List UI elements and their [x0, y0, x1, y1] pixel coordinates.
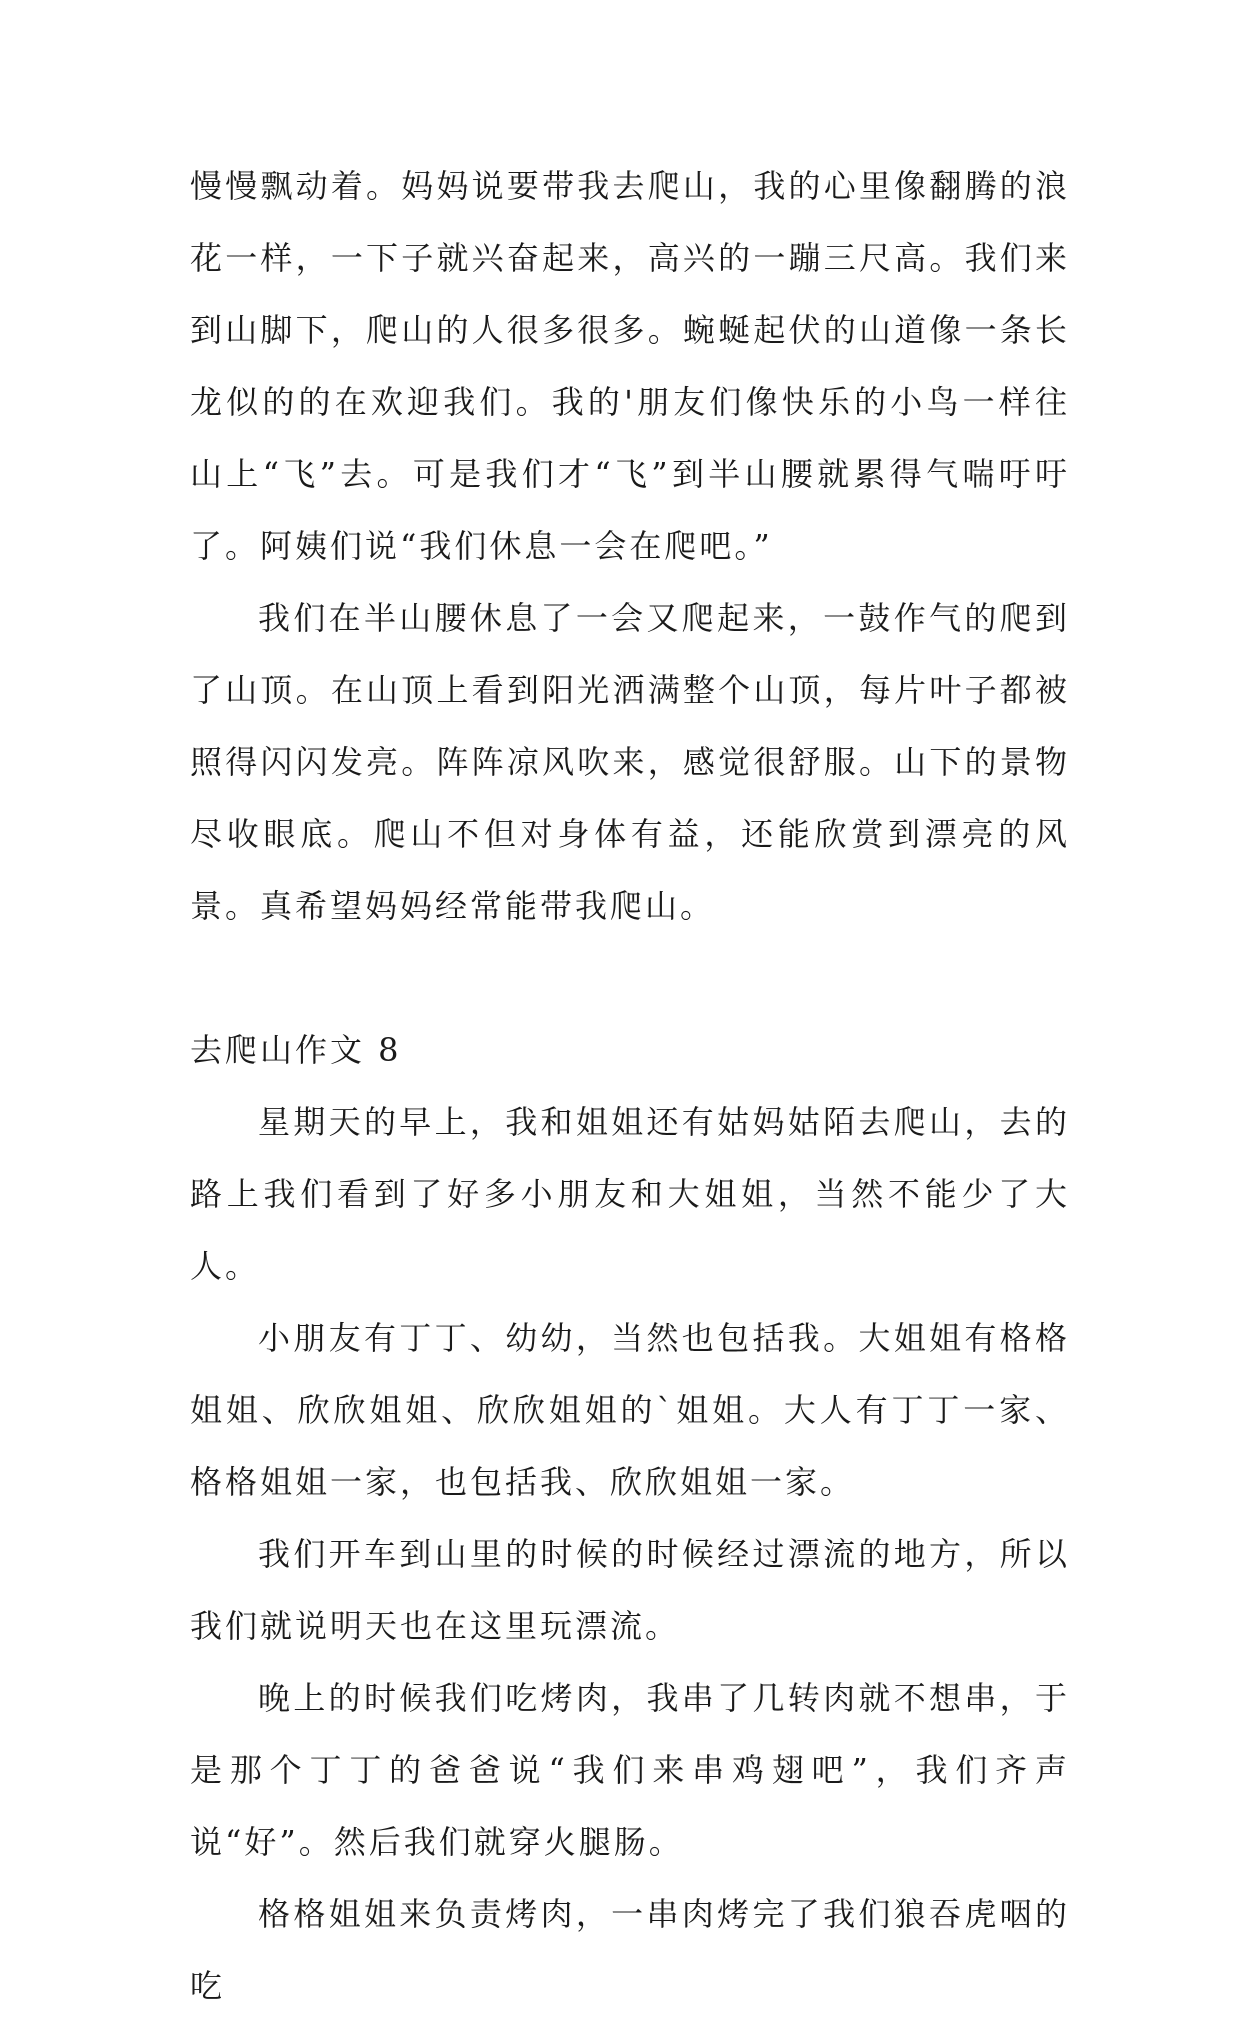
paragraph-friends-list: 小朋友有丁丁、幼幼，当然也包括我。大姐姐有格格姐姐、欣欣姐姐、欣欣姐姐的`姐姐。大人有丁丁一家、格格姐姐一家，也包括我、欣欣姐姐一家。	[190, 1319, 1070, 1501]
document-page	[190, 150, 1070, 2022]
paragraph-climbing-mountain-continued: 慢慢飘动着。妈妈说要带我去爬山，我的心里像翻腾的浪花一样，一下子就兴奋起来，高兴的一蹦三尺高。我们来到山脚下，爬山的人很多很多。蜿蜒起伏的山道像一条长龙似的的在欢迎我们。我的'朋友们像快乐的小鸟一样往山上“飞”去。可是我们才“飞”到半山腰就累得气喘吁吁了。阿姨们说“我们休息一会在爬吧。”	[190, 167, 1070, 565]
paragraph-rafting: 我们开车到山里的时候的时候经过漂流的地方，所以我们就说明天也在这里玩漂流。	[190, 1535, 1070, 1645]
paragraph-sunday-morning: 星期天的早上，我和姐姐还有姑妈姑陌去爬山，去的路上我们看到了好多小朋友和大姐姐，当然不能少了大人。	[190, 1103, 1070, 1285]
paragraph-reaching-summit: 我们在半山腰休息了一会又爬起来，一鼓作气的爬到了山顶。在山顶上看到阳光洒满整个山顶，每片叶子都被照得闪闪发亮。阵阵凉风吹来，感觉很舒服。山下的景物尽收眼底。爬山不但对身体有益，还能欣赏到漂亮的风景。真希望妈妈经常能带我爬山。	[190, 599, 1070, 925]
section-title: 去爬山作文 8	[190, 1031, 402, 1069]
paragraph-barbecue: 晚上的时候我们吃烤肉，我串了几转肉就不想串，于是那个丁丁的爸爸说“我们来串鸡翅吧”，我们齐声说“好”。然后我们就穿火腿肠。	[190, 1679, 1070, 1861]
section-spacer	[190, 942, 1070, 1014]
paragraph-grilling: 格格姐姐来负责烤肉，一串肉烤完了我们狼吞虎咽的吃	[190, 1895, 1070, 2005]
